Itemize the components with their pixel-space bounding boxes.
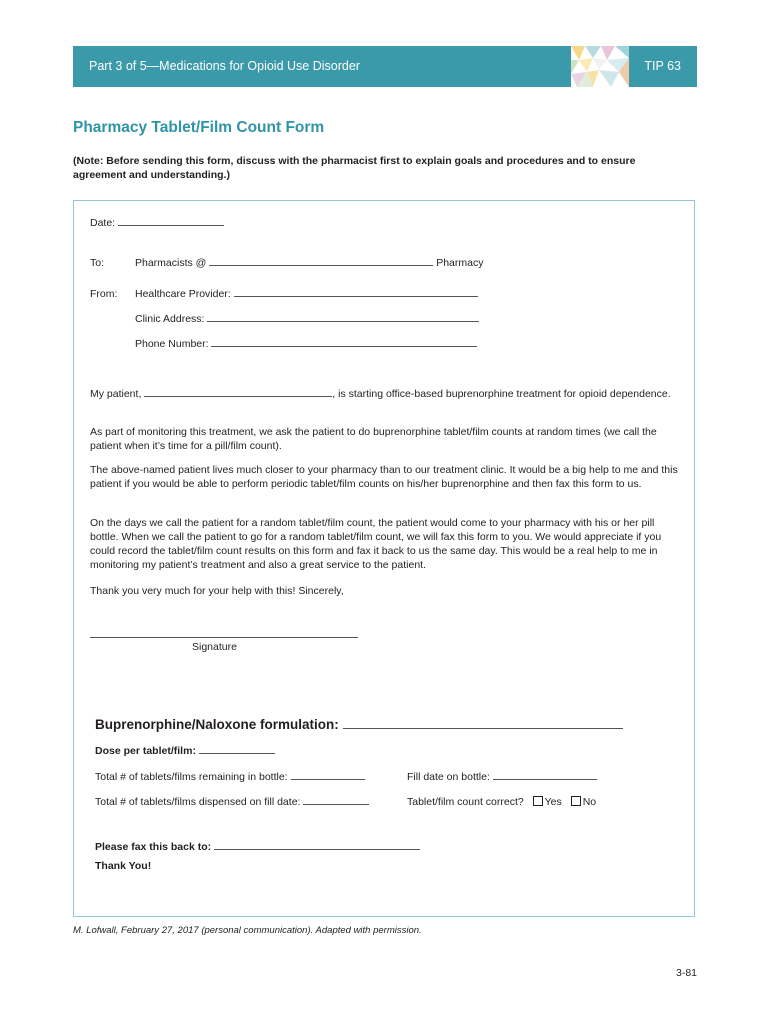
formulation-field (95, 717, 623, 732)
fill-date-label: Fill date on bottle: (407, 771, 490, 783)
dose-label: Dose per tablet/film: (95, 745, 196, 757)
fill-date-field (407, 771, 597, 783)
clinic-label: Clinic Address: (135, 313, 205, 325)
clinic-field (135, 313, 479, 325)
page-number: 3-81 (675, 967, 697, 979)
remaining-blank[interactable] (291, 779, 365, 780)
note-text: (Note: Before sending this form, discuss with the pharmacist first to explain goals and procedures and to ensure agreement and understanding.) (73, 155, 636, 181)
header-title: Part 3 of 5—Medications for Opioid Use Disorder (89, 59, 360, 73)
decorative-pattern-icon (571, 46, 629, 87)
patient-blank[interactable] (144, 396, 332, 397)
to-suffix: Pharmacy (436, 257, 484, 269)
no-label: No (582, 796, 597, 808)
patient-prefix: My patient, (90, 388, 142, 400)
dispensed-field (95, 796, 369, 808)
closing-text: Thank you very much for your help with this! Sincerely, (90, 585, 344, 597)
clinic-blank[interactable] (207, 321, 479, 322)
to-prefix: Pharmacists @ (135, 257, 207, 269)
date-label: Date: (90, 217, 116, 229)
date-field (90, 217, 224, 229)
count-correct-field (407, 796, 596, 808)
from-label: From: (90, 288, 118, 300)
page-title: Pharmacy Tablet/Film Count Form (73, 119, 325, 136)
signature-line[interactable] (90, 637, 358, 638)
paragraph-2: The above-named patient lives much closer to your pharmacy than to our treatment clinic. It would be a big help to me and this patient if you would be able to perform periodic tablet/film counts on his/her buprenorphine and then fax this form to us. (90, 464, 678, 490)
yes-checkbox[interactable] (533, 796, 543, 806)
provider-blank[interactable] (234, 296, 478, 297)
patient-paragraph (90, 387, 682, 401)
count-correct-label: Tablet/film count correct? (407, 796, 524, 808)
remaining-label: Total # of tablets/films remaining in bottle: (95, 771, 288, 783)
paragraph-1: As part of monitoring this treatment, we ask the patient to do buprenorphine tablet/film counts at random times (we call the patient when it’s time for a pill/film count). (90, 426, 657, 452)
fax-blank[interactable] (214, 849, 420, 850)
to-field (135, 257, 483, 269)
date-blank[interactable] (118, 225, 224, 226)
provider-label: Healthcare Provider: (135, 288, 231, 300)
provider-field (135, 288, 478, 300)
to-label: To: (90, 257, 105, 269)
thank-you-text: Thank You! (95, 860, 152, 872)
header-tag: TIP 63 (644, 59, 681, 73)
fill-date-blank[interactable] (493, 779, 597, 780)
dispensed-blank[interactable] (303, 804, 369, 805)
remaining-field (95, 771, 365, 783)
dose-blank[interactable] (199, 753, 275, 754)
fax-field (95, 841, 420, 853)
paragraph-3: On the days we call the patient for a random tablet/film count, the patient would come to your pharmacy with his or her pill bottle. When we call the patient to go for a random tablet/film count, we will fax this form to you. We would appreciate if you could record the tablet/film count results on this form and fax it back to us the same day. This would be a real help to me in monitoring my patient’s treatment and also a great service to the patient. (90, 517, 662, 571)
footnote: M. Lofwall, February 27, 2017 (personal communication). Adapted with permission. (73, 925, 422, 936)
dose-field (95, 745, 275, 757)
phone-label: Phone Number: (135, 338, 209, 350)
formulation-label: Buprenorphine/Naloxone formulation: (95, 717, 339, 732)
no-checkbox[interactable] (571, 796, 581, 806)
formulation-blank[interactable] (343, 728, 623, 729)
signature-label: Signature (192, 641, 237, 653)
patient-suffix: , is starting office-based buprenorphine treatment for opioid dependence. (332, 388, 671, 400)
pharmacy-blank[interactable] (209, 265, 433, 266)
phone-field (135, 338, 477, 350)
header-banner (73, 46, 697, 87)
fax-label: Please fax this back to: (95, 841, 212, 853)
dispensed-label: Total # of tablets/films dispensed on fill date: (95, 796, 301, 808)
yes-label: Yes (544, 796, 562, 808)
phone-blank[interactable] (211, 346, 477, 347)
